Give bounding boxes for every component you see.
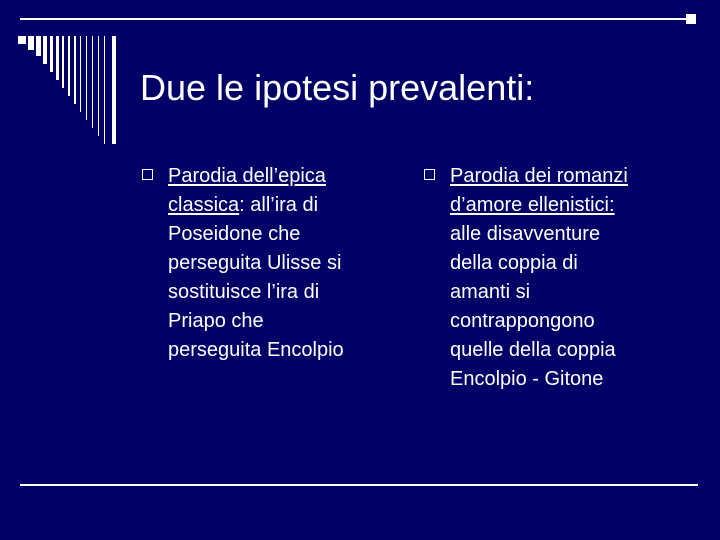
bullet-right: [424, 162, 694, 394]
top-divider-end-square: [686, 14, 696, 24]
underlined-text: d’amore ellenistici:: [450, 194, 615, 216]
square-bullet-icon: [142, 169, 153, 180]
decorative-bar: [62, 36, 64, 88]
bullet-left-line: [168, 162, 392, 191]
decorative-bar: [86, 36, 87, 120]
bullet-right-text: [450, 162, 694, 394]
bullet-left: [142, 162, 392, 365]
decorative-bar: [92, 36, 93, 128]
bullet-left-line: perseguita Ulisse si: [168, 252, 342, 274]
bullet-right-line: Encolpio - Gitone: [450, 368, 604, 390]
bullet-left-line: sostituisce l’ira di: [168, 281, 320, 303]
decorative-bar: [74, 36, 76, 104]
square-bullet-icon: [424, 169, 435, 180]
decorative-bar: [43, 36, 47, 64]
decorative-bar: [104, 36, 105, 144]
bullet-left-text: [168, 162, 392, 365]
bullet-left-line: Priapo che: [168, 310, 264, 332]
decorative-bar: [28, 36, 34, 50]
decorative-bar: [68, 36, 70, 96]
decorative-bar: [98, 36, 99, 136]
decorative-bar: [36, 36, 41, 56]
plain-text: : all’ira di: [239, 194, 319, 216]
bullet-left-line: perseguita Encolpio: [168, 339, 344, 361]
top-divider-line: [20, 18, 696, 20]
underlined-text: Parodia dell’epica: [168, 165, 326, 187]
bullet-right-line: contrappongono: [450, 310, 595, 332]
bullet-right-line: [450, 162, 694, 191]
decorative-bar: [80, 36, 81, 112]
decorative-bar: [112, 36, 116, 144]
decorative-bar: [56, 36, 59, 80]
bullet-right-line: alle disavventure: [450, 223, 601, 245]
bullet-right-line: quelle della coppia: [450, 339, 616, 361]
bullet-right-line: [450, 191, 694, 220]
underlined-text: classica: [168, 194, 240, 216]
slide-title: Due le ipotesi prevalenti:: [140, 67, 535, 108]
bullet-left-line: [168, 191, 392, 220]
bullet-right-line: amanti si: [450, 281, 531, 303]
bullet-right-line: della coppia di: [450, 252, 578, 274]
underlined-text: Parodia dei romanzi: [450, 165, 628, 187]
bottom-divider-line: [20, 484, 698, 486]
bullet-left-line: Poseidone che: [168, 223, 301, 245]
decorative-bar: [50, 36, 53, 72]
decorative-bar: [18, 36, 26, 44]
